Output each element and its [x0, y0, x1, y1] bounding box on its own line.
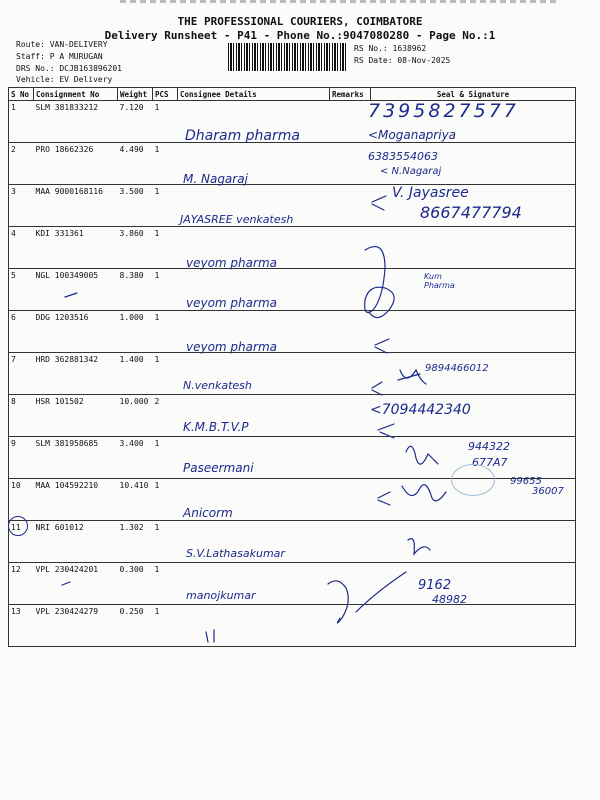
handwritten-phone-8: <7094442340 — [370, 402, 471, 418]
row-sno: 7 — [9, 353, 34, 395]
staff-info: Staff: P A MURUGAN — [16, 52, 103, 61]
handwritten-consignee-12: manojkumar — [186, 589, 256, 602]
row-weight: 3.860 — [118, 227, 153, 269]
row-consignment-no: HSR 101502 — [34, 395, 118, 437]
company-title: THE PROFESSIONAL COURIERS, COIMBATORE — [177, 15, 423, 28]
sig-10-scribble — [378, 485, 446, 505]
row-weight: 8.380 — [118, 269, 153, 311]
row-pcs: 1 — [153, 269, 178, 311]
row-sno: 9 — [9, 437, 34, 479]
row-pcs: 1 — [153, 521, 178, 563]
row-weight: 10.000 — [118, 395, 153, 437]
handwritten-consignee-1: Dharam pharma — [185, 128, 300, 144]
drs-number: DRS No.: DCJB163896201 — [16, 64, 122, 73]
sig-8-mark — [378, 424, 394, 438]
serial-11-circle — [8, 516, 28, 536]
row-weight: 4.490 — [118, 143, 153, 185]
row-pcs: 1 — [153, 185, 178, 227]
handwritten-number-12: 9162 — [418, 578, 452, 593]
row-consignment-no: DDG 1203516 — [34, 311, 118, 353]
handwritten-consignee-9: Paseermani — [183, 461, 254, 475]
handwritten-consignee-8: K.M.B.T.V.P — [183, 420, 249, 434]
handwritten-consignee-4: veyom pharma — [186, 256, 277, 270]
row-weight: 0.250 — [118, 605, 153, 647]
row-sno: 8 — [9, 395, 34, 437]
row-pcs: 1 — [153, 563, 178, 605]
route-info: Route: VAN-DELIVERY — [16, 40, 108, 49]
row-weight: 1.000 — [118, 311, 153, 353]
company-stamp — [451, 464, 495, 496]
handwritten-phone-1: 7395827577 — [368, 100, 519, 122]
row-pcs: 2 — [153, 395, 178, 437]
handwritten-number-10: 99655 — [510, 476, 542, 487]
vehicle-info: Vehicle: EV Delivery — [16, 75, 113, 84]
row-weight: 3.500 — [118, 185, 153, 227]
sig-9-scribble — [406, 446, 438, 464]
row-consignment-no: NRI 601012 — [34, 521, 118, 563]
col-header-remarks: Remarks — [330, 88, 371, 101]
row-pcs: 1 — [153, 437, 178, 479]
row-sno: 6 — [9, 311, 34, 353]
row-weight: 7.120 — [118, 101, 153, 143]
row-consignment-no: PRO 18662326 — [34, 143, 118, 185]
row-sno: 5 — [9, 269, 34, 311]
row-sno: 12 — [9, 563, 34, 605]
row-pcs: 1 — [153, 227, 178, 269]
row-sno: 4 — [9, 227, 34, 269]
handwritten-phone-3: 8667477794 — [420, 203, 522, 222]
col-header-consignee: Consignee Details — [178, 88, 330, 101]
handwritten-consignee-6: veyom pharma — [186, 340, 277, 354]
sig-4-loop — [365, 247, 394, 318]
row-weight: 1.302 — [118, 521, 153, 563]
handwritten-consignee-2: M. Nagaraj — [183, 172, 248, 186]
handwritten-number-10b: 36007 — [532, 486, 564, 497]
row-sno: 1 — [9, 101, 34, 143]
handwritten-signature-3: V. Jayasree — [392, 185, 469, 201]
col-header-sno: S No — [9, 88, 34, 101]
handwritten-phone-7: 9894466012 — [425, 363, 489, 374]
handwritten-number-9: 944322 — [468, 440, 510, 453]
row-consignment-no: SLM 381958685 — [34, 437, 118, 479]
col-header-weight: Weight — [118, 88, 153, 101]
row-sno: 3 — [9, 185, 34, 227]
handwritten-consignee-7: N.venkatesh — [183, 379, 252, 392]
handwritten-stamp-5: Kum Pharma — [424, 272, 455, 290]
handwritten-consignee-5: veyom pharma — [186, 296, 277, 310]
row-sno: 11 — [9, 521, 34, 563]
row-sno: 13 — [9, 605, 34, 647]
row-pcs: 1 — [153, 311, 178, 353]
sig-12-scribble — [328, 572, 406, 623]
row-consignment-no: MAA 9000168116 — [34, 185, 118, 227]
handwritten-phone-2: 6383554063 — [368, 150, 438, 163]
row-consignment-no: MAA 104592210 — [34, 479, 118, 521]
sig-7-scribble — [372, 370, 426, 395]
row-pcs: 1 — [153, 101, 178, 143]
col-header-signature: Seal & Signature — [371, 88, 576, 101]
row-weight: 0.300 — [118, 563, 153, 605]
rs-date: RS Date: 08-Nov-2025 — [354, 56, 451, 65]
row-weight: 1.400 — [118, 353, 153, 395]
row-sno: 10 — [9, 479, 34, 521]
row-consignment-no: KDI 331361 — [34, 227, 118, 269]
handwritten-number-9b: 677A7 — [472, 456, 508, 469]
col-header-pcs: PCS — [153, 88, 178, 101]
tick-12 — [62, 582, 70, 585]
row-consignment-no: NGL 100349005 — [34, 269, 118, 311]
row-consignment-no: SLM 381833212 — [34, 101, 118, 143]
handwritten-signature-1: <Moganapriya — [368, 128, 457, 142]
row-consignment-no: VPL 230424279 — [34, 605, 118, 647]
col-header-consignment: Consignment No — [34, 88, 118, 101]
handwritten-signature-2: < N.Nagaraj — [380, 166, 442, 177]
row-pcs: 1 — [153, 479, 178, 521]
handwritten-consignee-11: S.V.Lathasakumar — [186, 547, 285, 560]
sig-11-scribble — [408, 539, 430, 554]
sig-3-mark — [372, 196, 386, 210]
tick-5 — [65, 293, 77, 297]
handwritten-number-12b: 48982 — [432, 593, 467, 606]
row-consignment-no: VPL 230424201 — [34, 563, 118, 605]
runsheet-subtitle: Delivery Runsheet - P41 - Phone No.:9047080280 - Page No.:1 — [104, 29, 496, 42]
row-weight: 10.410 — [118, 479, 153, 521]
row-pcs: 1 — [153, 605, 178, 647]
sig-6-mark — [375, 339, 389, 353]
row-weight: 3.400 — [118, 437, 153, 479]
handwritten-consignee-10: Anicorm — [183, 506, 233, 520]
row-pcs: 1 — [153, 353, 178, 395]
rs-number: RS No.: 1638962 — [354, 44, 427, 53]
row-sno: 2 — [9, 143, 34, 185]
row-pcs: 1 — [153, 143, 178, 185]
row-consignment-no: HRD 362881342 — [34, 353, 118, 395]
name-13-mark — [206, 630, 214, 642]
handwritten-consignee-3: JAYASREE venkatesh — [180, 213, 294, 226]
